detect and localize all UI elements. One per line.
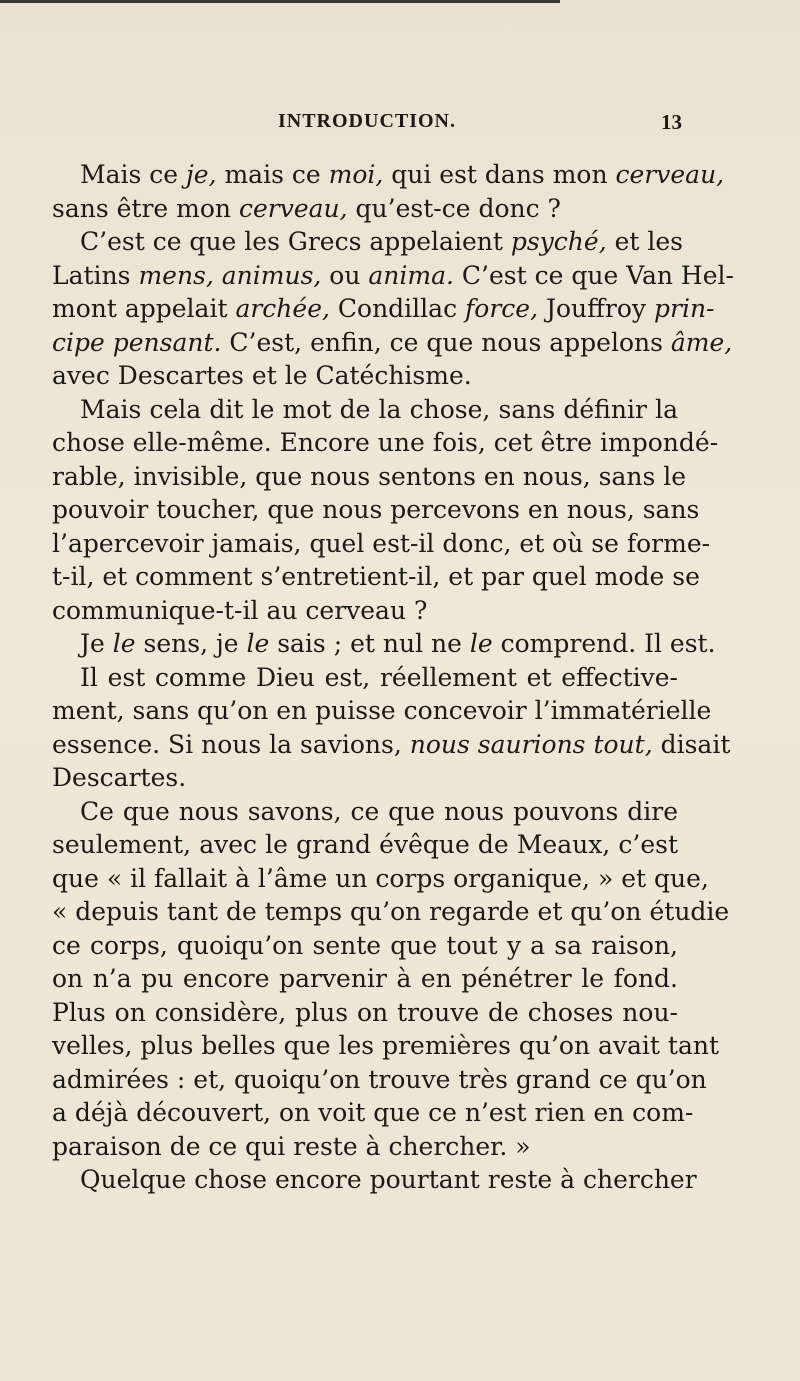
text-span: Jouffroy — [538, 294, 654, 323]
italic-text: anima. — [368, 260, 454, 290]
text-span: on n’a pu encore parvenir à en pénétrer le fond. — [52, 964, 678, 993]
italic-text: mens, animus, — [138, 260, 322, 290]
italic-text: le — [469, 629, 493, 658]
text-line — [52, 694, 712, 728]
text-span: Plus on considère, plus on trouve de choses nou- — [52, 997, 678, 1027]
text-line — [52, 460, 687, 494]
text-span: communique-t-il au cerveau ? — [52, 595, 428, 625]
italic-text: prin- — [654, 294, 715, 323]
italic-text: cerveau, — [615, 160, 725, 189]
text-line — [52, 259, 734, 293]
text-line — [52, 828, 678, 862]
text-span: rable, invisible, que nous sentons en nous, sans le — [52, 461, 687, 491]
text-span: C’est, enfin, ce que nous appelons — [221, 327, 671, 357]
text-line — [52, 1163, 697, 1197]
italic-text: moi, — [328, 160, 384, 189]
text-span: sans être mon — [52, 193, 239, 223]
text-span: avec Descartes et le Catéchisme. — [52, 361, 472, 390]
text-span: Mais ce — [80, 160, 187, 189]
text-span: disait — [652, 729, 731, 759]
text-span: Latins — [52, 260, 139, 290]
text-line — [52, 426, 719, 460]
text-span: qui est dans mon — [383, 160, 616, 189]
text-span: Je — [80, 629, 113, 658]
text-span: et les — [606, 227, 684, 256]
text-span: « depuis tant de temps qu’on regarde et qu’on étudie — [52, 897, 730, 926]
text-line — [52, 1096, 694, 1130]
text-line — [52, 1029, 720, 1063]
text-line — [52, 560, 700, 594]
italic-text: âme, — [670, 327, 733, 357]
italic-text: archée, — [235, 294, 330, 323]
italic-text: nous saurions tout, — [409, 729, 653, 759]
text-span: Quelque chose encore pourtant reste à chercher — [80, 1165, 697, 1194]
text-line — [52, 962, 678, 996]
text-line — [52, 192, 678, 226]
text-line — [52, 1063, 707, 1097]
text-span: Condillac — [329, 294, 466, 323]
text-span: essence. Si nous la savions, — [52, 729, 410, 759]
text-span: C’est ce que Van Hel- — [453, 260, 734, 290]
text-span: qu’est-ce donc ? — [347, 193, 561, 223]
body-text — [52, 158, 734, 1197]
text-line — [52, 895, 730, 929]
text-span: admirées : et, quoiqu’on trouve très grand ce qu’on — [52, 1064, 707, 1094]
text-span: comprend. Il est. — [492, 629, 716, 658]
text-line — [52, 661, 678, 695]
text-span: C’est ce que les Grecs appelaient — [80, 227, 511, 256]
text-line — [52, 493, 700, 527]
italic-text: le — [112, 629, 136, 658]
text-line — [52, 728, 731, 762]
text-span: ment, sans qu’on en puisse concevoir l’immatérielle — [52, 696, 712, 725]
text-line — [52, 929, 678, 963]
text-span: paraison de ce qui reste à chercher. » — [52, 1131, 531, 1161]
text-line — [52, 393, 678, 427]
text-line — [52, 292, 715, 326]
page-edge-rule — [0, 0, 560, 3]
text-span: Ce que nous savons, ce que nous pouvons dire — [80, 796, 678, 826]
italic-text: le — [246, 629, 270, 658]
text-span: l’apercevoir jamais, quel est-il donc, et où se forme- — [52, 528, 711, 558]
italic-text: je, — [186, 160, 217, 189]
text-span: velles, plus belles que les premières qu’on avait tant — [52, 1031, 720, 1060]
text-line — [52, 1130, 678, 1164]
text-span: sens, je — [135, 629, 247, 658]
italic-text: cerveau, — [238, 193, 348, 223]
text-line — [52, 158, 725, 192]
text-span: t-il, et comment s’entretient-il, et par quel mode se — [52, 562, 700, 591]
text-line — [52, 326, 733, 360]
text-span: seulement, avec le grand évêque de Meaux, c’est — [52, 830, 678, 859]
text-line — [52, 359, 678, 393]
italic-text: cipe pensant. — [52, 327, 222, 357]
text-span: chose elle-même. Encore une fois, cet être impondé- — [52, 428, 719, 457]
text-span: Il est comme Dieu est, réellement et effective- — [80, 662, 678, 692]
running-head — [52, 110, 682, 136]
text-span: Descartes. — [52, 763, 187, 792]
text-line — [52, 761, 678, 795]
italic-text: force, — [465, 294, 539, 323]
text-span: mais ce — [216, 160, 329, 189]
text-span: ce corps, quoiqu’on sente que tout y a sa raison, — [52, 930, 678, 960]
running-title: INTRODUCTION. — [277, 110, 457, 132]
text-span: sais ; et nul ne — [269, 629, 470, 658]
text-span: ou — [321, 260, 369, 290]
text-line — [52, 594, 678, 628]
page-number: 13 — [661, 110, 682, 134]
text-span: que « il fallait à l’âme un corps organique, » et que, — [52, 863, 709, 893]
text-line — [52, 225, 684, 259]
text-line — [52, 527, 711, 561]
text-span: Mais cela dit le mot de la chose, sans définir la — [80, 394, 678, 424]
text-line — [52, 996, 678, 1030]
text-line — [52, 627, 716, 661]
text-line — [52, 795, 678, 829]
text-span: pouvoir toucher, que nous percevons en nous, sans — [52, 495, 700, 524]
text-line — [52, 862, 709, 896]
italic-text: psyché, — [510, 227, 607, 256]
text-span: mont appelait — [52, 294, 236, 323]
text-span: a déjà découvert, on voit que ce n’est rien en com- — [52, 1098, 694, 1127]
